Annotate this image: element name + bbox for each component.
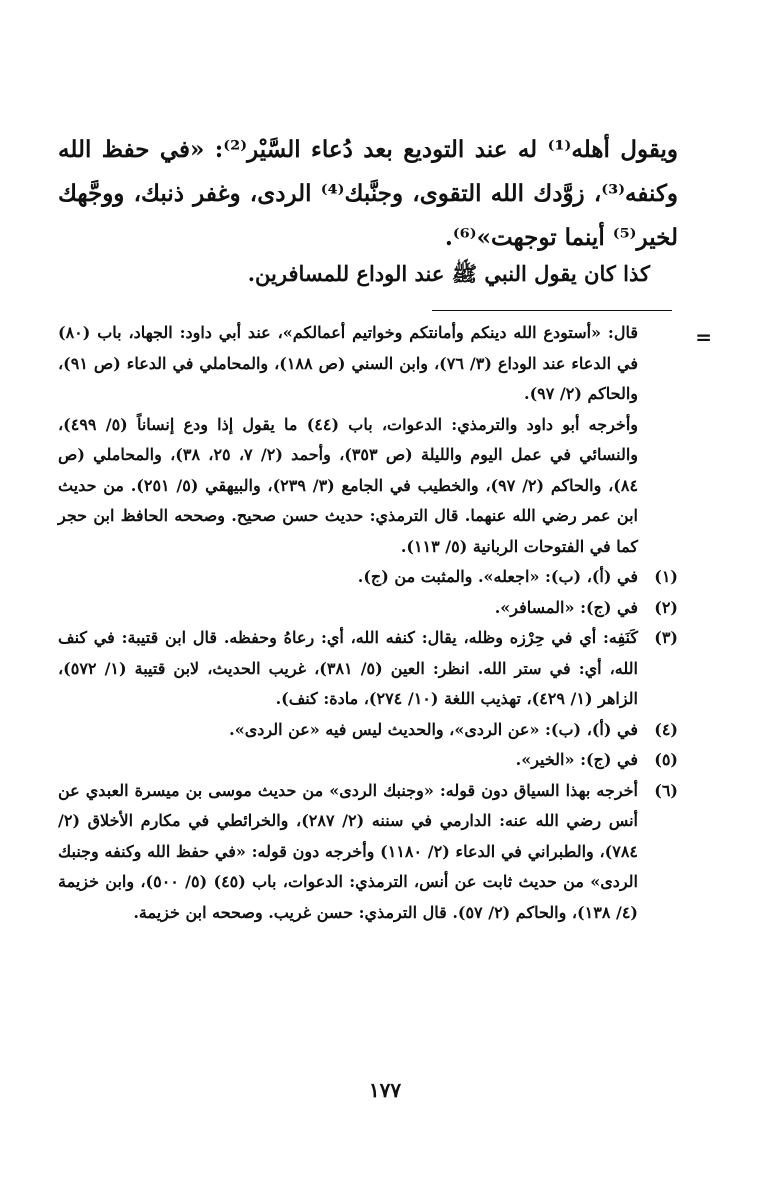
footnote-text: كَنَفِه: أي في حِرْزه وظله، يقال: كنفه الله، أي: رعاهُ وحفظه. قال ابن قتيبة: في كنف الله، أي: في ستر الله. انظر: العين (٥/ ٣٨١)، غريب الحديث، لابن قتيبة (١/ ٥٧٢)، الزاهر (١/ ٤٢٩)، تهذيب اللغة (١٠/ ٢٧٤)، مادة: كنف). [58,628,639,708]
footnote-number: (٥) [654,750,678,769]
footnote-text: في (أ)، (ب): «عن الردى»، والحديث ليس فيه «عن الردى». [229,719,638,739]
footnote-number: (٣) [654,628,678,647]
footnote-number: (٢) [654,597,678,617]
footnote-text: في (ج): «المسافر». [494,597,638,617]
main-paragraph: ويقول أهله⁽¹⁾ له عند التوديع بعد دُعاء السَّيْر⁽²⁾: «في حفظ الله وكنفه⁽³⁾، زوَّدك الله التقوى، وجنَّبك⁽⁴⁾ الردى، وغفر ذنبك، ووجَّهك لخير⁽⁵⁾ أينما توجهت»⁽⁶⁾. [58,136,679,251]
footnote-continued-para-2: وأخرجه أبو داود والترمذي: الدعوات، باب (٤٤) ما يقول إذا ودع إنساناً (٥/ ٤٩٩)، والنسائي في عمل اليوم والليلة (ص ٣٥٣)، وأحمد (٢/ ٧، ٢٥، ٣٨)، والمحاملي (ص ٨٤)، والحاكم (٢/ ٩٧)، والخطيب في الجامع (٣/ ٢٣٩)، والبيهقي (٥/ ٢٥١). من حديث ابن عمر رضي الله عنهما. قال الترمذي: حديث حسن صحيح. وصححه الحافظ ابن حجر كما في الفتوحات الربانية (٥/ ١١٣). [58,414,639,556]
footnote-item [58,593,678,624]
footnote-item [58,776,678,929]
footnote-text: في (ج): «الخير». [515,750,638,769]
page-number: ١٧٧ [368,1078,402,1102]
footnote-number: (١) [654,567,678,586]
footnote-item [58,562,678,593]
footnotes-section [58,318,712,928]
footnote-continuation-mark: = [695,325,712,349]
footnote-text: أخرجه بهذا السياق دون قوله: «وجنبك الردى» من حديث موسى بن ميسرة العبدي عن أنس رضي الله عنه: الدارمي في سننه (٢/ ٢٨٧)، والخرائطي في مكارم الأخلاق (٢/ ٧٨٤)، والطبراني في الدعاء (٢/ ١١٨٠) وأخرجه دون قوله: «في حفظ الله وكنفه وجنبك الردى» من حديث ثابت عن أنس، الترمذي: الدعوات، باب (٤٥) (٥/ ٥٠٠)، وابن خزيمة (٤/ ١٣٨)، والحاكم (٢/ ٥٧). قال الترمذي: حسن غريب. وصححه ابن خزيمة. [58,780,639,922]
footnote-continued-para-1: قال: «أستودع الله دينكم وأمانتكم وخواتيم أعمالكم»، عند أبي داود: الجهاد، باب (٨٠) في الدعاء عند الوداع (٣/ ٧٦)، وابن السني (ص ١٨٨)، والمحاملي في الدعاء (ص ٩١)، والحاكم (٢/ ٩٧). [58,323,638,403]
footnote-item [58,745,678,776]
main-text-block [58,128,678,260]
footnote-number: (٦) [654,780,678,800]
footnote-item [58,623,678,715]
closing-line: كذا كان يقول النبي ﷺ عند الوداع للمسافرين. [247,261,650,286]
footnote-number: (٤) [654,719,678,739]
footnote-item [58,715,678,746]
footnote-text: في (أ)، (ب): «اجعله». والمثبت من (ج). [357,567,638,586]
footnote-separator [432,310,672,311]
